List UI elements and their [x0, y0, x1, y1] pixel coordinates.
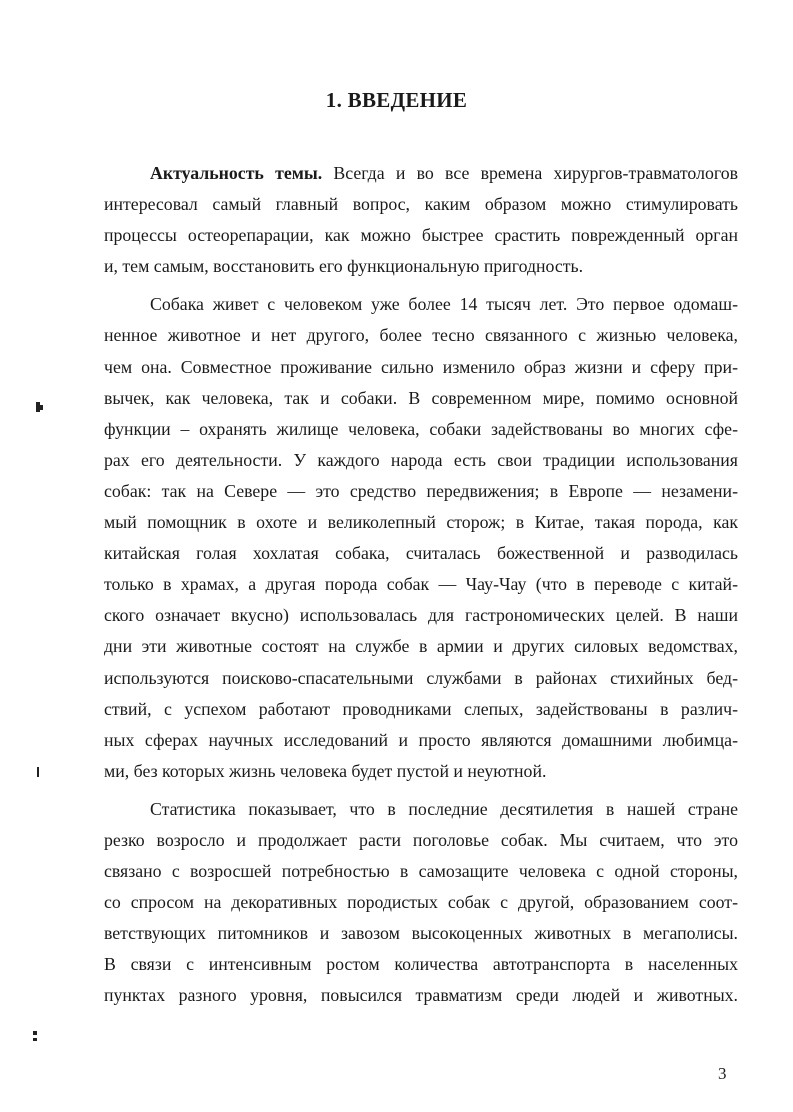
paragraph-1-line-4: и, тем самым, восстановить его функциональную пригодность.: [104, 256, 584, 277]
paragraph-2-line-7: собак: так на Севере — это средство передвижения; в Европе — незамени-: [104, 480, 738, 501]
paragraph-1-line-2: интересовал самый главный вопрос, каким образом можно стимулировать: [104, 194, 738, 215]
topic-relevance-lead: Актуальность темы.: [150, 163, 323, 183]
paragraph-2-line-15: ных сферах научных исследований и просто являются домашними любимца-: [104, 729, 738, 750]
paragraph-2-line-10: только в храмах, а другая порода собак — Чау-Чау (что в переводе с китай-: [104, 574, 738, 595]
paragraph-2-line-8: мый помощник в охоте и великолепный сторож; в Китае, такая порода, как: [104, 512, 738, 533]
paragraph-2-line-3: чем она. Совместное проживание сильно изменило образ жизни и сферу при-: [104, 356, 738, 377]
paragraph-3-line-3: связано с возросшей потребностью в самозащите человека с одной стороны,: [104, 861, 738, 882]
page-number: 3: [718, 1064, 727, 1083]
paragraph-3-line-2: резко возросло и продолжает расти поголовье собак. Мы считаем, что это: [104, 829, 738, 850]
paragraph-2-line-13: используются поисково-спасательными службами в районах стихийных бед-: [104, 667, 738, 688]
paragraph-2-line-16: ми, без которых жизнь человека будет пустой и неуютной.: [104, 760, 547, 781]
paragraph-3-line-6: В связи с интенсивным ростом количества автотранспорта в населенных: [104, 954, 738, 975]
scan-artifact-mark: [37, 767, 39, 777]
paragraph-2-line-2: ненное животное и нет другого, более тесно связанного с жизнью человека,: [104, 325, 738, 346]
paragraph-2-line-12: дни эти животные состоят на службе в армии и других силовых ведомствах,: [104, 636, 738, 657]
paragraph-3-line-7: пунктах разного уровня, повысился травматизм среди людей и животных.: [104, 985, 738, 1006]
paragraph-1-line-1-rest: Всегда и во все времена хирургов-травматологов: [322, 163, 738, 183]
paragraph-1-line-1: [104, 158, 738, 189]
paragraph-2-line-5: функции – охранять жилище человека, собаки задействованы во многих сфе-: [104, 418, 738, 439]
paragraph-1-line-3: процессы остеорепарации, как можно быстрее срастить поврежденный орган: [104, 225, 738, 246]
paragraph-2-line-1: Собака живет с человеком уже более 14 тысяч лет. Это первое одомаш-: [150, 294, 738, 315]
scan-artifact-mark: [33, 1038, 37, 1041]
paragraph-2-line-6: рах его деятельности. У каждого народа есть свои традиции использования: [104, 449, 738, 470]
section-heading: 1. ВВЕДЕНИЕ: [325, 88, 468, 112]
body-text: [104, 158, 738, 1012]
paragraph-2-line-11: ского означает вкусно) использовалась для гастрономических целей. В наши: [104, 605, 738, 626]
scan-artifact-mark: [40, 405, 43, 410]
paragraph-2-line-14: ствий, с успехом работают проводниками слепых, задействованы в различ-: [104, 698, 738, 719]
paragraph-3-line-1: Статистика показывает, что в последние десятилетия в нашей стране: [150, 798, 738, 819]
paragraph-3-line-5: ветствующих питомников и завозом высокоценных животных в мегаполисы.: [104, 923, 738, 944]
paragraph-2-line-9: китайская голая хохлатая собака, считалась божественной и разводилась: [104, 543, 738, 564]
scan-artifact-mark: [33, 1031, 37, 1035]
paragraph-3-line-4: со спросом на декоративных породистых собак с другой, образованием соот-: [104, 892, 738, 913]
paragraph-2-line-4: вычек, как человека, так и собаки. В современном мире, помимо основной: [104, 387, 738, 408]
